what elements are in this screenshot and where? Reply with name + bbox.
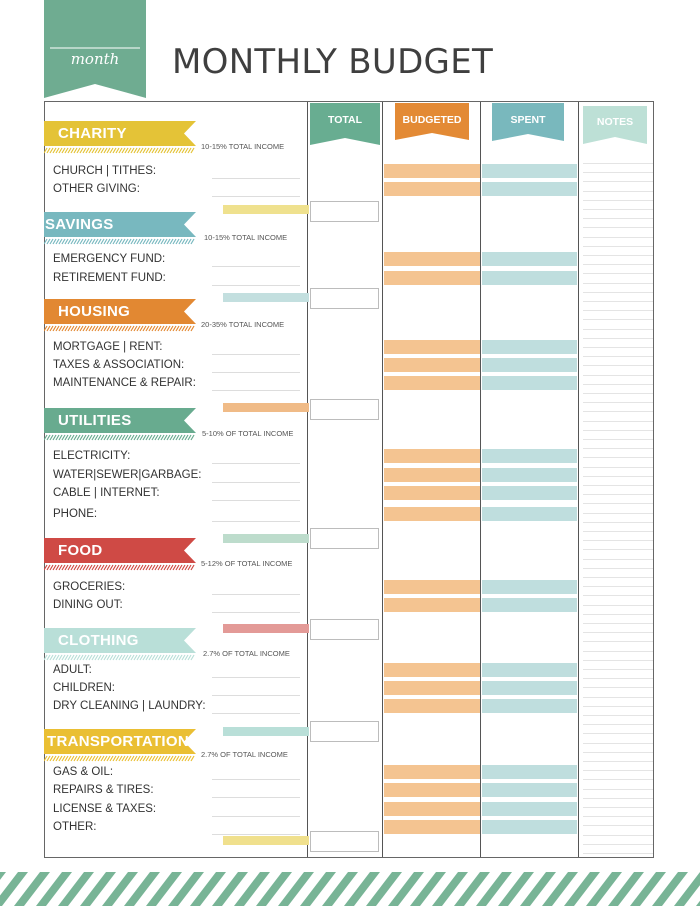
notes-line[interactable] <box>583 503 653 504</box>
notes-line[interactable] <box>583 319 653 320</box>
category-percent-label: 5-10% OF TOTAL INCOME <box>202 429 294 438</box>
spent-field[interactable] <box>482 164 577 178</box>
notes-line[interactable] <box>583 292 653 293</box>
spent-field[interactable] <box>482 340 577 354</box>
notes-line[interactable] <box>583 200 653 201</box>
spent-field[interactable] <box>482 681 577 695</box>
notes-line[interactable] <box>583 770 653 771</box>
notes-line[interactable] <box>583 798 653 799</box>
category-title: TRANSPORTATION <box>47 733 189 750</box>
notes-line[interactable] <box>583 614 653 615</box>
column-divider <box>382 102 383 857</box>
notes-line[interactable] <box>583 559 653 560</box>
notes-line[interactable] <box>583 255 653 256</box>
notes-line[interactable] <box>583 623 653 624</box>
spent-field[interactable] <box>482 358 577 372</box>
category-title: HOUSING <box>58 303 131 320</box>
budgeted-field[interactable] <box>384 783 480 797</box>
budgeted-field[interactable] <box>384 449 480 463</box>
budgeted-field[interactable] <box>384 507 480 521</box>
notes-line[interactable] <box>583 485 653 486</box>
budgeted-field[interactable] <box>384 765 480 779</box>
notes-line[interactable] <box>583 641 653 642</box>
category-percent-label: 10-15% TOTAL INCOME <box>201 142 285 151</box>
entry-line[interactable] <box>212 521 300 522</box>
notes-line[interactable] <box>583 595 653 596</box>
entry-line[interactable] <box>212 816 300 817</box>
notes-line[interactable] <box>583 448 653 449</box>
column-header-label: NOTES <box>596 116 634 128</box>
column-divider <box>578 102 579 857</box>
column-header-label: SPENT <box>510 114 546 126</box>
notes-line[interactable] <box>583 761 653 762</box>
budget-item-label: MAINTENANCE & REPAIR: <box>53 377 196 389</box>
column-divider <box>480 102 481 857</box>
category-title: CHARITY <box>58 125 127 142</box>
notes-line[interactable] <box>583 577 653 578</box>
spent-field[interactable] <box>482 376 577 390</box>
decorative-stripes <box>0 872 700 906</box>
notes-line[interactable] <box>583 365 653 366</box>
notes-line[interactable] <box>583 467 653 468</box>
budgeted-field[interactable] <box>384 358 480 372</box>
spent-field[interactable] <box>482 449 577 463</box>
category-total-box[interactable] <box>310 528 379 549</box>
notes-line[interactable] <box>583 706 653 707</box>
column-divider <box>307 102 308 857</box>
budget-item-label: REPAIRS & TIRES: <box>53 784 154 796</box>
notes-line[interactable] <box>583 329 653 330</box>
category-title: CLOTHING <box>58 632 139 649</box>
entry-line[interactable] <box>212 354 300 355</box>
notes-line[interactable] <box>583 743 653 744</box>
month-ribbon <box>44 0 146 98</box>
column-header-notes <box>583 106 647 144</box>
notes-line[interactable] <box>583 476 653 477</box>
spent-field[interactable] <box>482 252 577 266</box>
category-title: UTILITIES <box>58 412 132 429</box>
notes-line[interactable] <box>583 301 653 302</box>
notes-line[interactable] <box>583 457 653 458</box>
notes-line[interactable] <box>583 283 653 284</box>
notes-line[interactable] <box>583 549 653 550</box>
notes-line[interactable] <box>583 816 653 817</box>
budget-item-label: PHONE: <box>53 508 98 520</box>
budget-item-label: OTHER: <box>53 821 97 833</box>
budget-item-label: CABLE | INTERNET: <box>53 487 160 499</box>
budgeted-field[interactable] <box>384 820 480 834</box>
notes-line[interactable] <box>583 163 653 164</box>
notes-line[interactable] <box>583 172 653 173</box>
column-header-total <box>310 103 380 145</box>
entry-line[interactable] <box>212 372 300 373</box>
notes-line[interactable] <box>583 678 653 679</box>
category-title: SAVINGS <box>45 216 114 233</box>
budget-item-label: ELECTRICITY: <box>53 450 131 462</box>
budgeted-field[interactable] <box>384 468 480 482</box>
category-total-box[interactable] <box>310 831 379 852</box>
budget-item-label: DRY CLEANING | LAUNDRY: <box>53 700 206 712</box>
notes-line[interactable] <box>583 605 653 606</box>
budgeted-field[interactable] <box>384 271 480 285</box>
spent-field[interactable] <box>482 802 577 816</box>
budget-item-label: WATER|SEWER|GARBAGE: <box>53 469 202 481</box>
spent-field[interactable] <box>482 598 577 612</box>
notes-line[interactable] <box>583 494 653 495</box>
notes-line[interactable] <box>583 733 653 734</box>
budget-item-label: MORTGAGE | RENT: <box>53 341 163 353</box>
column-header-spent <box>492 103 564 141</box>
notes-line[interactable] <box>583 522 653 523</box>
notes-line[interactable] <box>583 347 653 348</box>
notes-line[interactable] <box>583 807 653 808</box>
budget-item-label: EMERGENCY FUND: <box>53 253 166 265</box>
category-percent-label: 10-15% TOTAL INCOME <box>204 233 288 242</box>
budget-item-label: ADULT: <box>53 664 92 676</box>
budget-item-label: DINING OUT: <box>53 599 123 611</box>
notes-line[interactable] <box>583 779 653 780</box>
budgeted-field[interactable] <box>384 699 480 713</box>
category-total-box[interactable] <box>310 201 379 222</box>
budgeted-field[interactable] <box>384 164 480 178</box>
spent-field[interactable] <box>482 271 577 285</box>
notes-line[interactable] <box>583 430 653 431</box>
notes-line[interactable] <box>583 540 653 541</box>
entry-line[interactable] <box>212 797 300 798</box>
notes-line[interactable] <box>583 227 653 228</box>
budget-item-label: CHILDREN: <box>53 682 115 694</box>
notes-line[interactable] <box>583 568 653 569</box>
budgeted-field[interactable] <box>384 182 480 196</box>
category-percent-label: 2.7% OF TOTAL INCOME <box>203 649 290 658</box>
notes-line[interactable] <box>583 310 653 311</box>
notes-line[interactable] <box>583 715 653 716</box>
budget-item-label: TAXES & ASSOCIATION: <box>53 359 185 371</box>
entry-line[interactable] <box>212 500 300 501</box>
category-total-box[interactable] <box>310 619 379 640</box>
budgeted-field[interactable] <box>384 598 480 612</box>
category-total-box[interactable] <box>310 721 379 742</box>
spent-field[interactable] <box>482 783 577 797</box>
notes-line[interactable] <box>583 218 653 219</box>
notes-line[interactable] <box>583 531 653 532</box>
entry-line[interactable] <box>212 677 300 678</box>
budgeted-field[interactable] <box>384 340 480 354</box>
spent-field[interactable] <box>482 182 577 196</box>
notes-line[interactable] <box>583 825 653 826</box>
spent-field[interactable] <box>482 486 577 500</box>
notes-line[interactable] <box>583 660 653 661</box>
notes-line[interactable] <box>583 384 653 385</box>
column-header-label: BUDGETED <box>402 114 462 126</box>
category-subtotal-bar[interactable] <box>223 836 309 845</box>
notes-line[interactable] <box>583 513 653 514</box>
entry-line[interactable] <box>212 285 300 286</box>
column-header-budgeted <box>395 103 469 140</box>
category-percent-label: 2.7% OF TOTAL INCOME <box>201 750 288 759</box>
notes-line[interactable] <box>583 209 653 210</box>
budgeted-field[interactable] <box>384 486 480 500</box>
notes-line[interactable] <box>583 724 653 725</box>
notes-line[interactable] <box>583 586 653 587</box>
notes-line[interactable] <box>583 632 653 633</box>
spent-field[interactable] <box>482 699 577 713</box>
entry-line[interactable] <box>212 390 300 391</box>
notes-line[interactable] <box>583 264 653 265</box>
notes-line[interactable] <box>583 835 653 836</box>
notes-line[interactable] <box>583 375 653 376</box>
notes-line[interactable] <box>583 393 653 394</box>
spent-field[interactable] <box>482 663 577 677</box>
spent-field[interactable] <box>482 765 577 779</box>
category-percent-label: 5-12% OF TOTAL INCOME <box>201 559 293 568</box>
budget-item-label: RETIREMENT FUND: <box>53 272 166 284</box>
entry-line[interactable] <box>212 695 300 696</box>
notes-line[interactable] <box>583 651 653 652</box>
budgeted-field[interactable] <box>384 802 480 816</box>
column-header-label: TOTAL <box>327 114 363 126</box>
spent-field[interactable] <box>482 468 577 482</box>
notes-line[interactable] <box>583 273 653 274</box>
notes-line[interactable] <box>583 752 653 753</box>
notes-line[interactable] <box>583 191 653 192</box>
category-total-box[interactable] <box>310 399 379 420</box>
entry-line[interactable] <box>212 612 300 613</box>
notes-line[interactable] <box>583 789 653 790</box>
notes-line[interactable] <box>583 411 653 412</box>
entry-line[interactable] <box>212 482 300 483</box>
notes-line[interactable] <box>583 669 653 670</box>
budget-item-label: CHURCH | TITHES: <box>53 165 157 177</box>
notes-line[interactable] <box>583 687 653 688</box>
entry-line[interactable] <box>212 834 300 835</box>
spent-field[interactable] <box>482 507 577 521</box>
entry-line[interactable] <box>212 196 300 197</box>
notes-line[interactable] <box>583 421 653 422</box>
notes-line[interactable] <box>583 338 653 339</box>
entry-line[interactable] <box>212 463 300 464</box>
budgeted-field[interactable] <box>384 663 480 677</box>
entry-line[interactable] <box>212 594 300 595</box>
budget-item-label: OTHER GIVING: <box>53 183 140 195</box>
notes-line[interactable] <box>583 697 653 698</box>
spent-field[interactable] <box>482 580 577 594</box>
notes-line[interactable] <box>583 439 653 440</box>
entry-line[interactable] <box>212 178 300 179</box>
budgeted-field[interactable] <box>384 376 480 390</box>
notes-line[interactable] <box>583 246 653 247</box>
budget-item-label: GROCERIES: <box>53 581 126 593</box>
page-title: MONTHLY BUDGET <box>172 42 494 82</box>
notes-line[interactable] <box>583 181 653 182</box>
budget-item-label: LICENSE & TAXES: <box>53 803 157 815</box>
notes-line[interactable] <box>583 237 653 238</box>
entry-line[interactable] <box>212 779 300 780</box>
budgeted-field[interactable] <box>384 681 480 695</box>
category-total-box[interactable] <box>310 288 379 309</box>
budgeted-field[interactable] <box>384 580 480 594</box>
budgeted-field[interactable] <box>384 252 480 266</box>
entry-line[interactable] <box>212 266 300 267</box>
month-label: month <box>70 50 120 68</box>
entry-line[interactable] <box>212 713 300 714</box>
budget-item-label: GAS & OIL: <box>53 766 114 778</box>
category-title: FOOD <box>58 542 103 559</box>
notes-line[interactable] <box>583 853 653 854</box>
notes-line[interactable] <box>583 356 653 357</box>
spent-field[interactable] <box>482 820 577 834</box>
category-percent-label: 20-35% TOTAL INCOME <box>201 320 285 329</box>
notes-line[interactable] <box>583 402 653 403</box>
notes-line[interactable] <box>583 844 653 845</box>
